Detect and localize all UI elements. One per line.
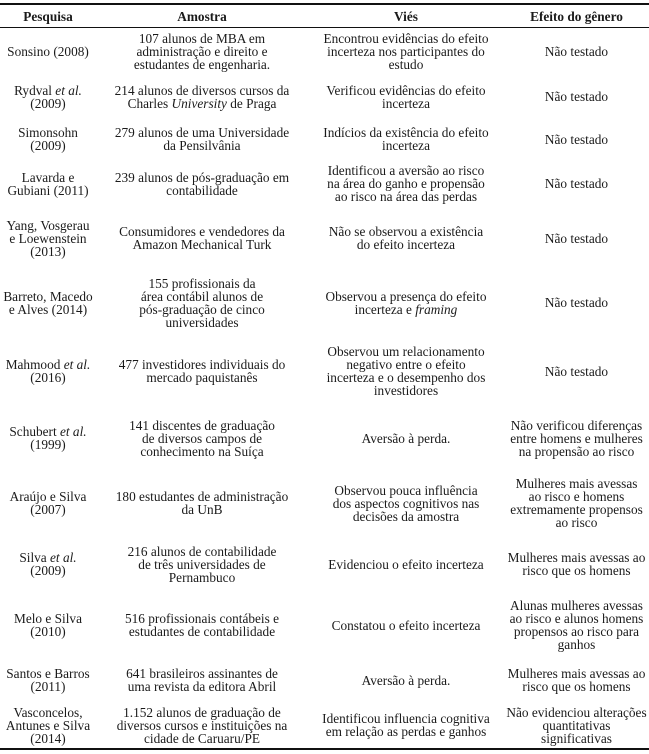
table-row: [0, 119, 649, 160]
cell-text: Não verificou diferenças entre homens e mulheres na propensão ao risco: [510, 417, 643, 459]
cell-text: 214 alunos de diversos cursos da Charles: [114, 82, 290, 111]
cell-text: Aversão à perda.: [361, 430, 451, 446]
cell-text: Não testado: [544, 89, 609, 104]
cell-amostra: [96, 703, 308, 749]
cell-efeito: [504, 658, 649, 703]
cell-amostra: [96, 337, 308, 406]
cell-amostra: [96, 406, 308, 471]
cell-text: Araújo e Silva (2007): [9, 489, 87, 517]
cell-text: Evidenciou o efeito incerteza: [328, 556, 484, 572]
cell-efeito: [504, 28, 649, 75]
cell-amostra: [96, 269, 308, 337]
cell-vies: [308, 593, 504, 658]
cell-text: Alunas mulheres avessas ao risco e alunos homens propensos ao risco para ganhos: [509, 598, 644, 652]
cell-amostra: [96, 160, 308, 208]
cell-vies: [308, 160, 504, 208]
cell-text: Mulheres mais avessas ao risco que os homens: [507, 550, 646, 578]
cell-text: (1999): [30, 437, 66, 452]
table-row: [0, 536, 649, 593]
cell-pesquisa: [0, 28, 96, 75]
cell-amostra: [96, 593, 308, 658]
table-row: [0, 703, 649, 749]
cell-amostra: [96, 536, 308, 593]
cell-text: Mahmood: [5, 357, 64, 372]
cell-text: Rydval: [14, 82, 56, 98]
cell-amostra: [96, 119, 308, 160]
header-vies: Viés: [394, 8, 418, 24]
cell-text: Constatou o efeito incerteza: [331, 617, 481, 633]
cell-pesquisa: [0, 75, 96, 119]
table-row: [0, 75, 649, 119]
cell-text: Sonsino (2008): [7, 43, 89, 59]
cell-pesquisa: [0, 208, 96, 269]
cell-text: 1.152 alunos de graduação de diversos cursos e instituições na cidade de Caruaru/PE: [116, 704, 288, 746]
italic-text: et al.: [50, 550, 77, 565]
cell-pesquisa: [0, 536, 96, 593]
cell-text: Silva: [19, 550, 51, 565]
cell-text: (2009): [30, 95, 66, 111]
cell-amostra: [96, 471, 308, 536]
cell-efeito: [504, 536, 649, 593]
cell-vies: [308, 337, 504, 406]
table-row: [0, 593, 649, 658]
cell-amostra: [96, 208, 308, 269]
cell-text: Não testado: [544, 176, 609, 191]
cell-efeito: [504, 406, 649, 471]
cell-vies: [308, 703, 504, 749]
cell-text: Yang, Vosgerau e Loewenstein (2013): [6, 217, 90, 259]
cell-text: 239 alunos de pós-graduação em contabilidade: [114, 169, 290, 198]
table-header-row: [0, 4, 649, 28]
literature-review-table: [0, 3, 649, 750]
italic-text: et al.: [60, 424, 87, 439]
cell-efeito: [504, 337, 649, 406]
cell-pesquisa: [0, 406, 96, 471]
cell-text: Mulheres mais avessas ao risco que os homens: [507, 666, 646, 694]
cell-vies: [308, 471, 504, 536]
cell-text: Barreto, Macedo e Alves (2014): [3, 288, 93, 317]
cell-efeito: [504, 703, 649, 749]
cell-text: Observou um relacionamento negativo entre o efeito incerteza e o desempenho dos investidores: [326, 344, 486, 398]
cell-text: Indícios da existência do efeito incerteza: [323, 125, 489, 153]
header-efeito-genero: Efeito do gênero: [530, 8, 623, 24]
cell-text: Identificou a aversão ao risco na área do ganho e propensão ao risco na área das perdas: [327, 163, 485, 204]
cell-vies: [308, 75, 504, 119]
cell-pesquisa: [0, 471, 96, 536]
cell-pesquisa: [0, 703, 96, 749]
table-body: [0, 28, 649, 749]
cell-text: (2016): [30, 370, 66, 385]
cell-text: 141 discentes de graduação de diversos campos de conhecimento na Suíça: [129, 417, 275, 459]
table-row: [0, 269, 649, 337]
cell-text: Não evidenciou alterações quantitativas significativas: [506, 704, 647, 746]
table-row: [0, 208, 649, 269]
cell-vies: [308, 119, 504, 160]
table-row: [0, 471, 649, 536]
cell-text: Não testado: [544, 131, 609, 147]
italic-text: et al.: [55, 82, 82, 98]
cell-text: Não testado: [544, 43, 609, 59]
table-row: [0, 406, 649, 471]
cell-pesquisa: [0, 269, 96, 337]
italic-text: framing: [415, 301, 458, 317]
cell-pesquisa: [0, 119, 96, 160]
header-amostra: Amostra: [177, 8, 227, 24]
cell-text: Melo e Silva (2010): [14, 611, 82, 639]
table-row: [0, 658, 649, 703]
cell-vies: [308, 208, 504, 269]
cell-text: Vasconcelos, Antunes e Silva (2014): [5, 704, 91, 746]
table-row: [0, 160, 649, 208]
cell-text: 155 profissionais da área contábil alunos de pós-graduação de cinco universidades: [139, 275, 265, 330]
cell-pesquisa: [0, 337, 96, 406]
cell-text: 216 alunos de contabilidade de três universidades de Pernambuco: [127, 543, 277, 585]
table-row: [0, 28, 649, 75]
cell-text: Não se observou a existência do efeito incerteza: [328, 224, 484, 252]
cell-efeito: [504, 119, 649, 160]
cell-text: Observou pouca influência dos aspectos cognitivos nas decisões da amostra: [332, 482, 480, 524]
cell-efeito: [504, 593, 649, 658]
cell-vies: [308, 28, 504, 75]
cell-vies: [308, 269, 504, 337]
cell-text: Simonsohn (2009): [18, 125, 78, 153]
cell-text: Santos e Barros (2011): [6, 666, 90, 694]
cell-text: de Praga: [226, 95, 277, 111]
cell-vies: [308, 536, 504, 593]
cell-text: Não testado: [544, 230, 609, 246]
cell-text: 477 investidores individuais do mercado paquistanês: [118, 357, 286, 385]
cell-text: Observou a presença do efeito incerteza e: [325, 288, 487, 317]
cell-amostra: [96, 658, 308, 703]
cell-text: Não testado: [544, 363, 609, 379]
cell-text: Aversão à perda.: [361, 672, 451, 688]
cell-vies: [308, 658, 504, 703]
cell-text: Schubert: [9, 424, 60, 439]
cell-pesquisa: [0, 658, 96, 703]
cell-text: Não testado: [544, 295, 609, 310]
cell-text: 279 alunos de uma Universidade da Pensilvânia: [114, 125, 290, 153]
cell-vies: [308, 406, 504, 471]
cell-amostra: [96, 75, 308, 119]
cell-text: Identificou influencia cognitiva em relação as perdas e ganhos: [322, 711, 490, 739]
cell-text: Lavarda e Gubiani (2011): [7, 169, 89, 198]
cell-text: 180 estudantes de administração da UnB: [115, 489, 289, 517]
table-row: [0, 337, 649, 406]
cell-efeito: [504, 75, 649, 119]
cell-text: 107 alunos de MBA em administração e direito e estudantes de engenharia.: [133, 30, 271, 72]
cell-text: (2009): [30, 563, 66, 578]
italic-text: et al.: [63, 357, 91, 372]
cell-text: Verificou evidências do efeito incerteza: [326, 82, 486, 111]
cell-text: Consumidores e vendedores da Amazon Mechanical Turk: [119, 224, 285, 252]
cell-pesquisa: [0, 160, 96, 208]
italic-text: University: [171, 95, 227, 111]
cell-text: Mulheres mais avessas ao risco e homens extremamente propensos ao risco: [510, 476, 643, 530]
cell-text: 516 profissionais contábeis e estudantes de contabilidade: [125, 611, 279, 639]
cell-pesquisa: [0, 593, 96, 658]
cell-text: Encontrou evidências do efeito incerteza nos participantes do estudo: [323, 30, 489, 72]
cell-efeito: [504, 269, 649, 337]
cell-amostra: [96, 28, 308, 75]
cell-text: 641 brasileiros assinantes de uma revista da editora Abril: [126, 666, 278, 694]
cell-efeito: [504, 471, 649, 536]
cell-efeito: [504, 160, 649, 208]
header-pesquisa: Pesquisa: [23, 8, 73, 24]
cell-efeito: [504, 208, 649, 269]
